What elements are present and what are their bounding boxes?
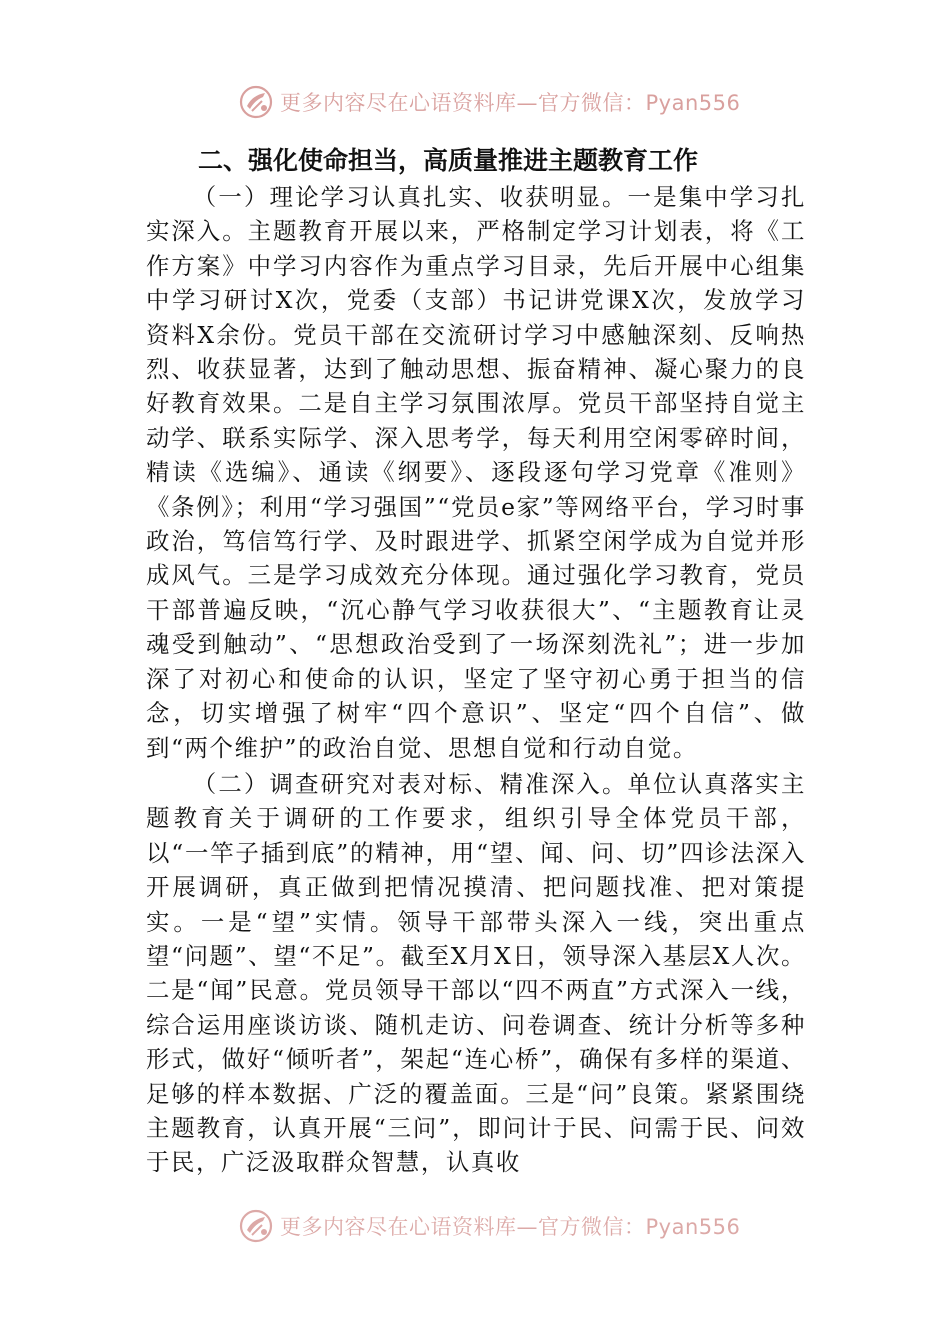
section-heading: 二、强化使命担当，高质量推进主题教育工作 <box>198 146 699 175</box>
paragraph-investigation-research: （二）调查研究对表对标、精准深入。单位认真落实主题教育关于调研的工作要求，组织引导全体党员干部，以“一竿子插到底”的精神，用“望、闻、问、切”四诊法深入开展调研，真正做到把情况摸清、把问题找准、把对策提实。一是“望”实情。领导干部带头深入一线，突出重点望“问题”、望“不足”。截至X月X日，领导深入基层X人次。二是“闻”民意。党员领导干部以“四不两直”方式深入一线，综合运用座谈访谈、随机走访、问卷调查、统计分析等多种形式，做好“倾听者”，架起“连心桥”，确保有多样的渠道、足够的样本数据、广泛的覆盖面。三是“问”良策。紧紧围绕主题教育，认真开展“三问”，即问计于民、问需于民、问效于民，广泛汲取群众智慧，认真收 <box>146 769 806 1177</box>
watermark-text: 更多内容尽在心语资料库—官方微信：Pyan556 <box>280 1215 741 1239</box>
watermark-text: 更多内容尽在心语资料库—官方微信：Pyan556 <box>280 91 741 115</box>
hand-pen-logo-icon <box>238 84 274 120</box>
watermark-footer <box>238 1206 758 1246</box>
hand-pen-logo-icon <box>238 1208 274 1244</box>
document-body <box>146 180 806 1180</box>
paragraph-theory-study: （一）理论学习认真扎实、收获明显。一是集中学习扎实深入。主题教育开展以来，严格制定学习计划表，将《工作方案》中学习内容作为重点学习目录，先后开展中心组集中学习研讨X次，党委（支部）书记讲党课X次，发放学习资料X余份。党员干部在交流研讨学习中感触深刻、反响热烈、收获显著，达到了触动思想、振奋精神、凝心聚力的良好教育效果。二是自主学习氛围浓厚。党员干部坚持自觉主动学、联系实际学、深入思考学，每天利用空闲零碎时间，精读《选编》、通读《纲要》、逐段逐句学习党章《准则》《条例》；利用“学习强国”“党员e家”等网络平台，学习时事政治，笃信笃行学、及时跟进学、抓紧空闲学成为自觉并形成风气。三是学习成效充分体现。通过强化学习教育，党员干部普遍反映，“沉心静气学习收获很大”、“主题教育让灵魂受到触动”、“思想政治受到了一场深刻洗礼”；进一步加深了对初心和使命的认识，坚定了坚守初心勇于担当的信念，切实增强了树牢“四个意识”、坚定“四个自信”、做到“两个维护”的政治自觉、思想自觉和行动自觉。 <box>146 183 806 762</box>
watermark-header <box>238 82 758 122</box>
